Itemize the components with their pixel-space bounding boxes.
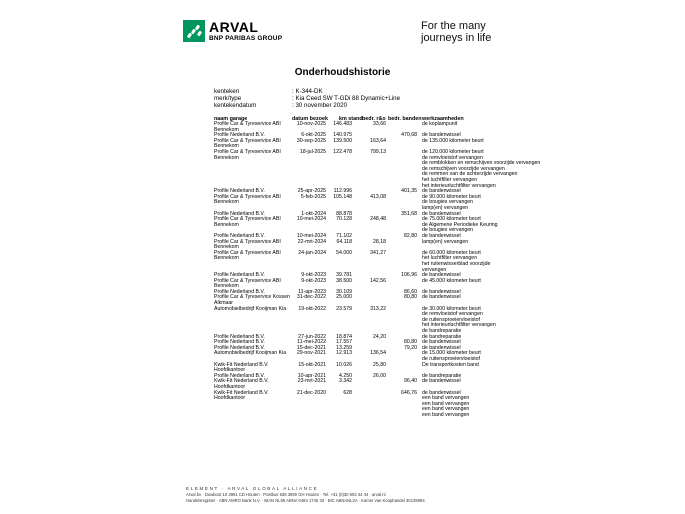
work-line: de Algemene Periodieke Keuring: [422, 221, 498, 228]
work-line: het interieurluchtfilter vervangen: [422, 322, 496, 329]
garage-line: Automobielbedrijf Kooijman Kia: [214, 305, 287, 312]
km-cell: 71.102: [336, 232, 352, 239]
tagline-line-2: journeys in life: [421, 32, 492, 44]
work-line: lamp(en) vervangen: [422, 204, 469, 211]
work-line: de bandenwissel: [422, 132, 461, 139]
garage-line: Profile Nederland B.V.: [214, 232, 265, 239]
table-row: [0, 195, 685, 212]
work-line: vervangen: [422, 266, 447, 273]
repair-amount-cell: 248,48: [370, 216, 386, 223]
history-table: [0, 122, 685, 419]
date-cell: 19-okt-2022: [298, 305, 326, 312]
table-row: [0, 251, 685, 273]
garage-line: Profile Car & Tyreservice ABI: [214, 148, 281, 155]
repair-amount-cell: 313,22: [370, 305, 386, 312]
footer: [186, 486, 425, 504]
date-cell: 21-dec-2020: [296, 389, 326, 396]
table-row: [0, 391, 685, 419]
garage-line: Profile Car & Tyreservice ABI: [214, 249, 281, 256]
col-header-tires: bedr. banden: [388, 116, 422, 122]
date-cell: 25-apr-2025: [297, 188, 326, 195]
work-line: de bandenwissel: [422, 378, 461, 385]
work-line: de 135.000 kilometer beurt: [422, 137, 484, 144]
garage-cell: [214, 391, 292, 402]
repair-amount-cell: 28,18: [373, 238, 386, 245]
tires-amount-cell: 96,40: [404, 378, 417, 385]
table-row: [0, 295, 685, 306]
work-line: de remmen van de achterzijde vervangen: [422, 171, 518, 178]
work-line: de bandenwissel: [422, 272, 461, 279]
work-line: de bandenwissel: [422, 339, 461, 346]
tires-amount-cell: 646,76: [401, 389, 417, 396]
date-cell: 31-dec-2022: [296, 294, 326, 301]
km-cell: 17.557: [336, 339, 352, 346]
garage-line: Profile Car & Tyreservice ABI: [214, 216, 281, 223]
work-line: de 60.000 kilometer beurt: [422, 249, 481, 256]
garage-line: Bennekom: [214, 283, 239, 290]
date-cell: 11-apr-2023: [298, 288, 326, 295]
work-line: het ruitenwisserblad voorzijde: [422, 260, 491, 267]
garage-line: Profile Car & Tyreservice ABI: [214, 137, 281, 144]
date-cell: 18-jul-2025: [300, 148, 326, 155]
col-header-km: km stand: [339, 116, 363, 122]
km-cell: 105.148: [333, 193, 352, 200]
garage-line: Hoofdkantoor: [214, 384, 246, 391]
km-cell: 38.500: [336, 277, 352, 284]
table-row: [0, 217, 685, 234]
km-cell: 3.342: [339, 378, 352, 385]
km-cell: 25.000: [336, 294, 352, 301]
page-title: Onderhoudshistorie: [294, 67, 391, 78]
arval-logo: [183, 20, 282, 43]
garage-cell: [214, 351, 292, 357]
km-cell: 23.579: [336, 305, 352, 312]
date-cell: 10-mei-2024: [296, 216, 326, 223]
date-cell: 15-dec-2021: [296, 344, 326, 351]
tires-amount-cell: 351,68: [401, 210, 417, 217]
tires-amount-cell: 82,80: [404, 232, 417, 239]
table-row: [0, 150, 685, 189]
col-header-repair: bedr. r&o: [362, 116, 386, 122]
date-cell: 23-mrt-2021: [297, 378, 326, 385]
garage-line: Bennekom: [214, 143, 239, 150]
work-cell: [422, 122, 457, 128]
garage-line: Bennekom: [214, 126, 239, 133]
km-cell: 10.026: [336, 361, 352, 368]
date-cell: 24-jan-2024: [298, 249, 326, 256]
garage-line: Profile Nederland B.V.: [214, 210, 265, 217]
tires-amount-cell: 80,80: [404, 339, 417, 346]
km-cell: 18.874: [336, 333, 352, 340]
work-line: het interieurluchtfilter vervangen: [422, 182, 496, 189]
work-line: de remvloeistof vervangen: [422, 311, 483, 318]
garage-line: Kwik-Fit Nederland B.V.: [214, 389, 269, 396]
garage-cell: [214, 251, 292, 262]
work-line: de bandreparatie: [422, 328, 462, 335]
work-line: de koplampunit: [422, 121, 458, 127]
km-cell: 146.483: [333, 121, 352, 127]
garage-line: Bennekom: [214, 221, 239, 228]
garage-line: Hoofdkantoor: [214, 367, 246, 374]
garage-line: Profile Car & Tyreservice ABI: [214, 121, 281, 127]
work-line: de bandenwissel: [422, 232, 461, 239]
date-cell: 29-nov-2021: [296, 350, 326, 357]
garage-line: Profile Nederland B.V.: [214, 344, 265, 351]
work-line: de 120.000 kilometer beurt: [422, 148, 484, 155]
repair-amount-cell: 33,66: [373, 121, 386, 127]
date-cell: 27-jun-2022: [298, 333, 326, 340]
garage-cell: [214, 295, 292, 306]
table-row: [0, 351, 685, 362]
garage-line: Profile Car & Tyreservice ABI: [214, 238, 281, 245]
tires-amount-cell: 106,96: [401, 272, 417, 279]
date-cell: 9-okt-2023: [301, 272, 326, 279]
garage-cell: [214, 195, 292, 206]
work-cell: [422, 217, 498, 234]
work-line: het luchtfilter vervangen: [422, 176, 478, 183]
info-value: : K-344-DK: [292, 88, 323, 95]
work-line: de bougies vervangen: [422, 199, 474, 206]
km-cell: 13.259: [336, 344, 352, 351]
work-line: de bandenwissel: [422, 288, 461, 295]
work-line: de ruitensproeiervloeistof: [422, 316, 480, 323]
work-line: de 90.000 kilometer beurt: [422, 193, 481, 200]
tires-amount-cell: 470,68: [401, 132, 417, 139]
table-row: [0, 379, 685, 390]
repair-amount-cell: 26,00: [373, 372, 386, 379]
work-line: de remvloeistof vervangen: [422, 154, 483, 161]
tires-amount-cell: 86,60: [404, 288, 417, 295]
work-cell: [422, 195, 481, 212]
km-cell: 4.250: [339, 372, 352, 379]
date-cell: 1-okt-2024: [301, 210, 326, 217]
garage-line: Bennekom: [214, 255, 239, 262]
date-cell: 10-mei-2024: [296, 232, 326, 239]
work-cell: [422, 391, 469, 419]
info-label: kenteken: [214, 88, 240, 95]
work-cell: [422, 240, 468, 246]
repair-amount-cell: 24,20: [373, 333, 386, 340]
work-line: een band vervangen: [422, 400, 470, 407]
date-cell: 9-okt-2023: [301, 277, 326, 284]
km-cell: 39.781: [336, 272, 352, 279]
km-cell: 628: [343, 389, 352, 396]
km-cell: 70.128: [336, 216, 352, 223]
table-row: [0, 307, 685, 335]
info-label: kentekendatum: [214, 101, 257, 109]
garage-line: Profile Car & Tyreservice Kossen: [214, 294, 291, 301]
work-line: de bandreparatie: [422, 333, 462, 340]
km-cell: 54.000: [336, 249, 352, 256]
work-line: de bandenwissel: [422, 294, 461, 301]
garage-line: Profile Nederland B.V.: [214, 333, 265, 340]
garage-line: Profile Nederland B.V.: [214, 188, 265, 195]
work-line: de remblokken en remschijven voorzijde vervangen: [422, 160, 541, 167]
garage-cell: [214, 379, 292, 390]
work-line: de 15.000 kilometer beurt: [422, 350, 481, 357]
km-cell: 64.118: [336, 238, 352, 245]
work-line: de bandenwissel: [422, 344, 461, 351]
garage-line: Hoofdkantoor: [214, 395, 246, 402]
work-cell: [422, 307, 496, 335]
km-cell: 139.500: [333, 137, 352, 144]
work-line: een band vervangen: [422, 406, 470, 413]
tagline: [421, 20, 491, 44]
work-line: een band vervangen: [422, 411, 470, 418]
garage-line: Bennekom: [214, 154, 239, 161]
garage-line: Profile Nederland B.V.: [214, 132, 265, 139]
work-cell: [422, 279, 481, 285]
km-cell: 122.478: [333, 148, 352, 155]
repair-amount-cell: 799,13: [370, 148, 386, 155]
footer-line-2: Handelsregister · ABN AMRO Bank N.V. · IBAN NL06 ABNA 0484 1745 33 · BIC ABNANL2A · Kamer van Koophandel 30135984: [186, 498, 425, 503]
date-cell: 6-okt-2025: [301, 132, 326, 139]
work-line: de bougies vervangen: [422, 227, 474, 234]
date-cell: 22-mrt-2024: [297, 238, 326, 245]
garage-line: Profile Nederland B.V.: [214, 339, 265, 346]
repair-amount-cell: 413,08: [370, 193, 386, 200]
work-line: de 45.000 kilometer beurt: [422, 277, 481, 284]
garage-line: Profile Car & Tyreservice ABI: [214, 277, 281, 284]
repair-amount-cell: 341,27: [370, 249, 386, 256]
km-cell: 12.913: [336, 350, 352, 357]
garage-line: Bennekom: [214, 199, 239, 206]
info-value: : Kia Ceed SW T-GDi 88 Dynamic+Line: [292, 94, 401, 102]
garage-line: Profile Nederland B.V.: [214, 372, 265, 379]
work-cell: [422, 139, 484, 145]
km-cell: 88.878: [336, 210, 352, 217]
work-line: de bandreparatie: [422, 372, 462, 379]
repair-amount-cell: 136,54: [370, 350, 386, 357]
work-line: een band vervangen: [422, 395, 470, 402]
repair-amount-cell: 163,64: [370, 137, 386, 144]
work-cell: [422, 363, 479, 369]
km-cell: 112.996: [333, 188, 352, 195]
work-line: de bandenwissel: [422, 210, 461, 217]
tires-amount-cell: 80,80: [404, 294, 417, 301]
garage-line: Automobielbedrijf Kooijman Kia: [214, 350, 287, 357]
col-header-date: datum bezoek: [292, 116, 328, 122]
garage-line: Profile Nederland B.V.: [214, 272, 265, 279]
repair-amount-cell: 25,80: [373, 361, 386, 368]
work-line: de remschijven voorzijde vervangen: [422, 165, 505, 172]
footer-title: ELEMENT · ARVAL GLOBAL ALLIANCE: [186, 486, 319, 491]
work-line: lamp(en) vervangen: [422, 238, 469, 245]
garage-line: Profile Nederland B.V.: [214, 288, 265, 295]
garage-line: Bennekom: [214, 244, 239, 251]
date-cell: 30-sep-2025: [296, 137, 326, 144]
km-cell: 30.109: [336, 288, 352, 295]
col-header-work: werkzaamheden: [422, 116, 464, 122]
work-cell: [422, 150, 540, 189]
info-label: merk/type: [214, 94, 242, 102]
work-cell: [422, 295, 461, 301]
tires-amount-cell: 79,20: [404, 344, 417, 351]
arval-logo-mark: [183, 20, 205, 42]
tagline-line-1: For the many: [421, 20, 486, 32]
date-cell: 10-apr-2021: [297, 372, 326, 379]
garage-line: Profile Car & Tyreservice ABI: [214, 193, 281, 200]
work-line: de 30.000 kilometer beurt: [422, 305, 481, 312]
brand-group: BNP PARIBAS GROUP: [209, 35, 283, 42]
km-cell: 140.975: [333, 132, 352, 139]
tires-amount-cell: 401,35: [401, 188, 417, 195]
garage-line: Alkmaar: [214, 300, 234, 307]
garage-cell: [214, 217, 292, 228]
work-line: de 75.000 kilometer beurt: [422, 216, 481, 223]
info-value: : 30 november 2020: [292, 101, 348, 109]
garage-line: Kwik-Fit Nederland B.V.: [214, 361, 269, 368]
work-line: de ruitensproeiervloeistof: [422, 356, 480, 363]
repair-amount-cell: 142,56: [370, 277, 386, 284]
work-line: het luchtfilter vervangen: [422, 255, 478, 262]
work-line: de bandenwissel: [422, 389, 461, 396]
footer-line-1: Arval bv · Duwboot 10 3991 CD Houten · Postbus 536 3990 GH Houten · Tel. +31 (0)30 602 44 44 · arval.nl: [186, 492, 386, 497]
date-cell: 10-nov-2025: [296, 121, 326, 127]
work-cell: [422, 251, 490, 273]
date-cell: 15-okt-2021: [298, 361, 326, 368]
date-cell: 11-mei-2022: [297, 339, 326, 346]
garage-line: Kwik-Fit Nederland B.V.: [214, 378, 269, 385]
work-line: de bandenwissel: [422, 188, 461, 195]
col-header-garage: naam garage: [214, 116, 248, 122]
work-cell: [422, 379, 461, 385]
work-line: De transportkosten band: [422, 361, 479, 368]
vehicle-info: [214, 89, 400, 109]
garage-cell: [214, 307, 292, 313]
garage-cell: [214, 150, 292, 161]
work-cell: [422, 351, 481, 362]
info-row: [214, 103, 400, 110]
date-cell: 5-feb-2025: [300, 193, 326, 200]
brand-name: ARVAL: [209, 19, 259, 35]
